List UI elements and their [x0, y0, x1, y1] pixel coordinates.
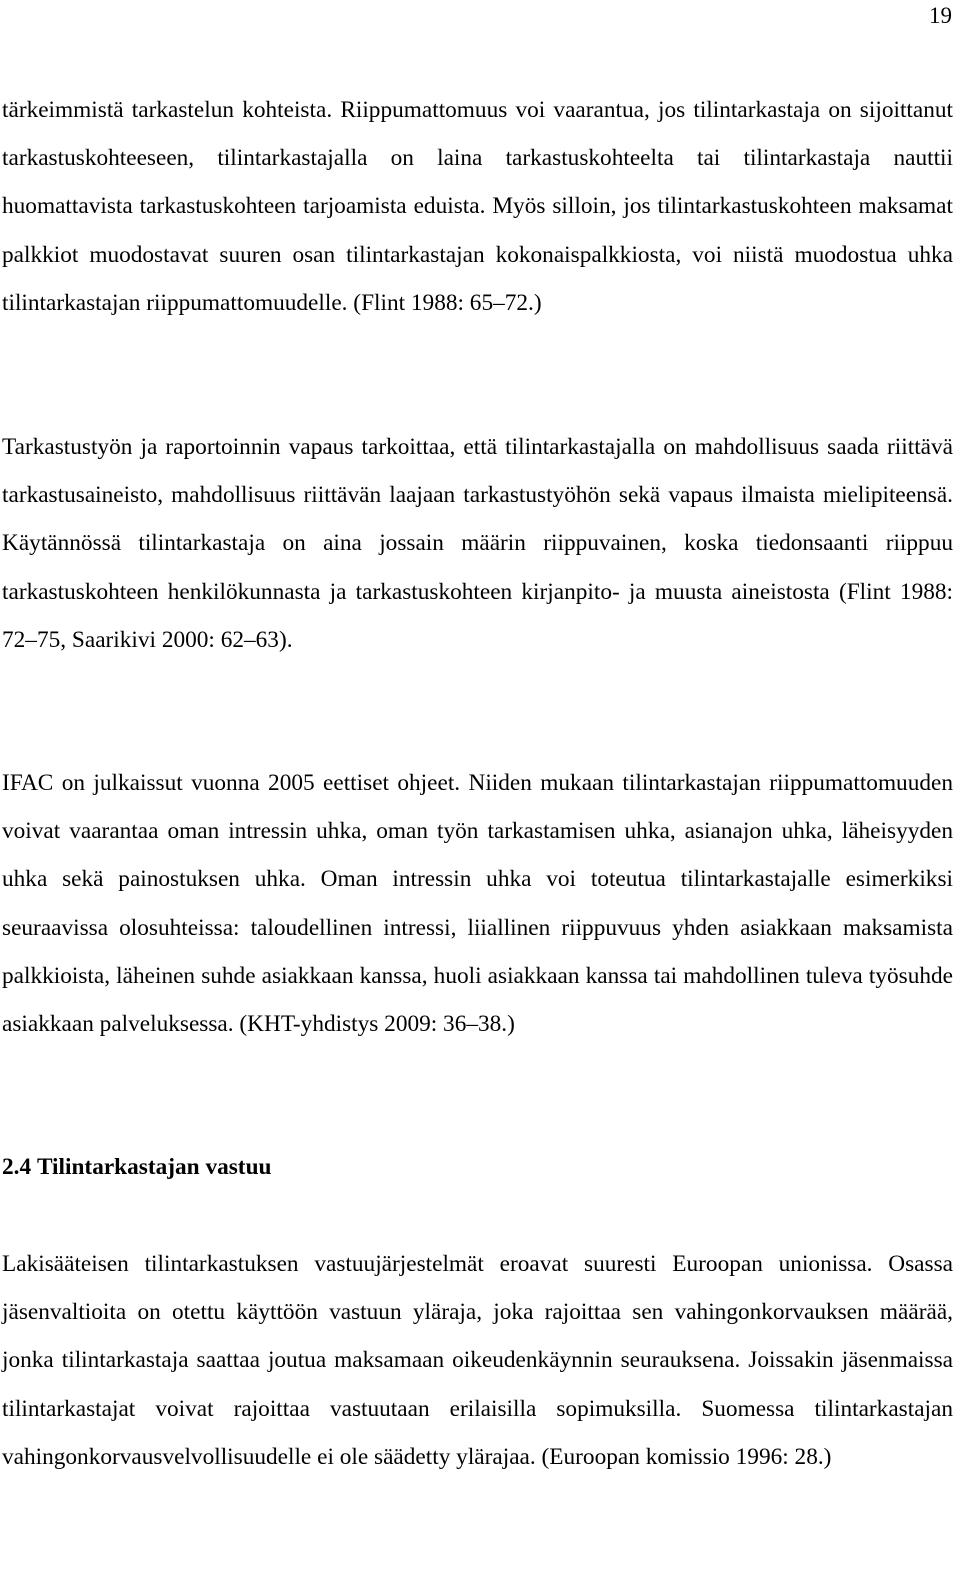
section-number: 2.4 — [2, 1154, 32, 1180]
paragraph-liability: Lakisääteisen tilintarkastuksen vastuujärjestelmät eroavat suuresti Euroopan unionissa. Osassa jäsenvaltioita on otettu käyttöön vastuun yläraja, joka rajoittaa sen vahingonkorvauksen määrää, jonka tilintarkastaja saattaa joutua maksamaan oikeudenkäynnin seurauksena. Joissakin jäsenmaissa tilintarkastajat voivat rajoittaa vastuutaan erilaisilla sopimuksilla. Suomessa tilintarkastajan vahingonkorvausvelvollisuudelle ei ole säädetty ylärajaa. (Euroopan komissio 1996: 28.) — [2, 1251, 953, 1470]
paragraph-independence-threats: tärkeimmistä tarkastelun kohteista. Riippumattomuus voi vaarantua, jos tilintarkastaja on sijoittanut tarkastuskohteeseen, tilintarkastajalla on laina tarkastuskohteelta tai tilintarkastaja nauttii huomattavista tarkastuskohteen tarjoamista eduista. Myös silloin, jos tilintarkastuskohteen maksamat palkkiot muodostavat suuren osan tilintarkastajan kokonaispalkkiosta, voi niistä muodostua uhka tilintarkastajan riippumattomuudelle. (Flint 1988: 65–72.) — [2, 97, 953, 316]
section-title: Tilintarkastajan vastuu — [36, 1154, 272, 1180]
page-number: 19 — [929, 3, 952, 28]
paragraph-audit-freedom: Tarkastustyön ja raportoinnin vapaus tarkoittaa, että tilintarkastajalla on mahdollisuus saada riittävä tarkastusaineisto, mahdollisuus riittävän laajaan tarkastustyöhön sekä vapaus ilmaista mielipiteensä. Käytännössä tilintarkastaja on aina jossain määrin riippuvainen, koska tiedonsaanti riippuu tarkastuskohteen henkilökunnasta ja tarkastuskohteen kirjanpito- ja muusta aineistosta (Flint 1988: 72–75, Saarikivi 2000: 62–63). — [2, 434, 953, 653]
section-heading — [2, 1153, 271, 1181]
paragraph-ifac-ethics: IFAC on julkaissut vuonna 2005 eettiset ohjeet. Niiden mukaan tilintarkastajan riippumattomuuden voivat vaarantaa oman intressin uhka, oman työn tarkastamisen uhka, asianajon uhka, läheisyyden uhka sekä painostuksen uhka. Oman intressin uhka voi toteutua tilintarkastajalle esimerkiksi seuraavissa olosuhteissa: taloudellinen intressi, liiallinen riippuvuus yhden asiakkaan maksamista palkkioista, läheinen suhde asiakkaan kanssa, huoli asiakkaan kanssa tai mahdollinen tuleva työsuhde asiakkaan palveluksessa. (KHT-yhdistys 2009: 36–38.) — [2, 770, 953, 1038]
